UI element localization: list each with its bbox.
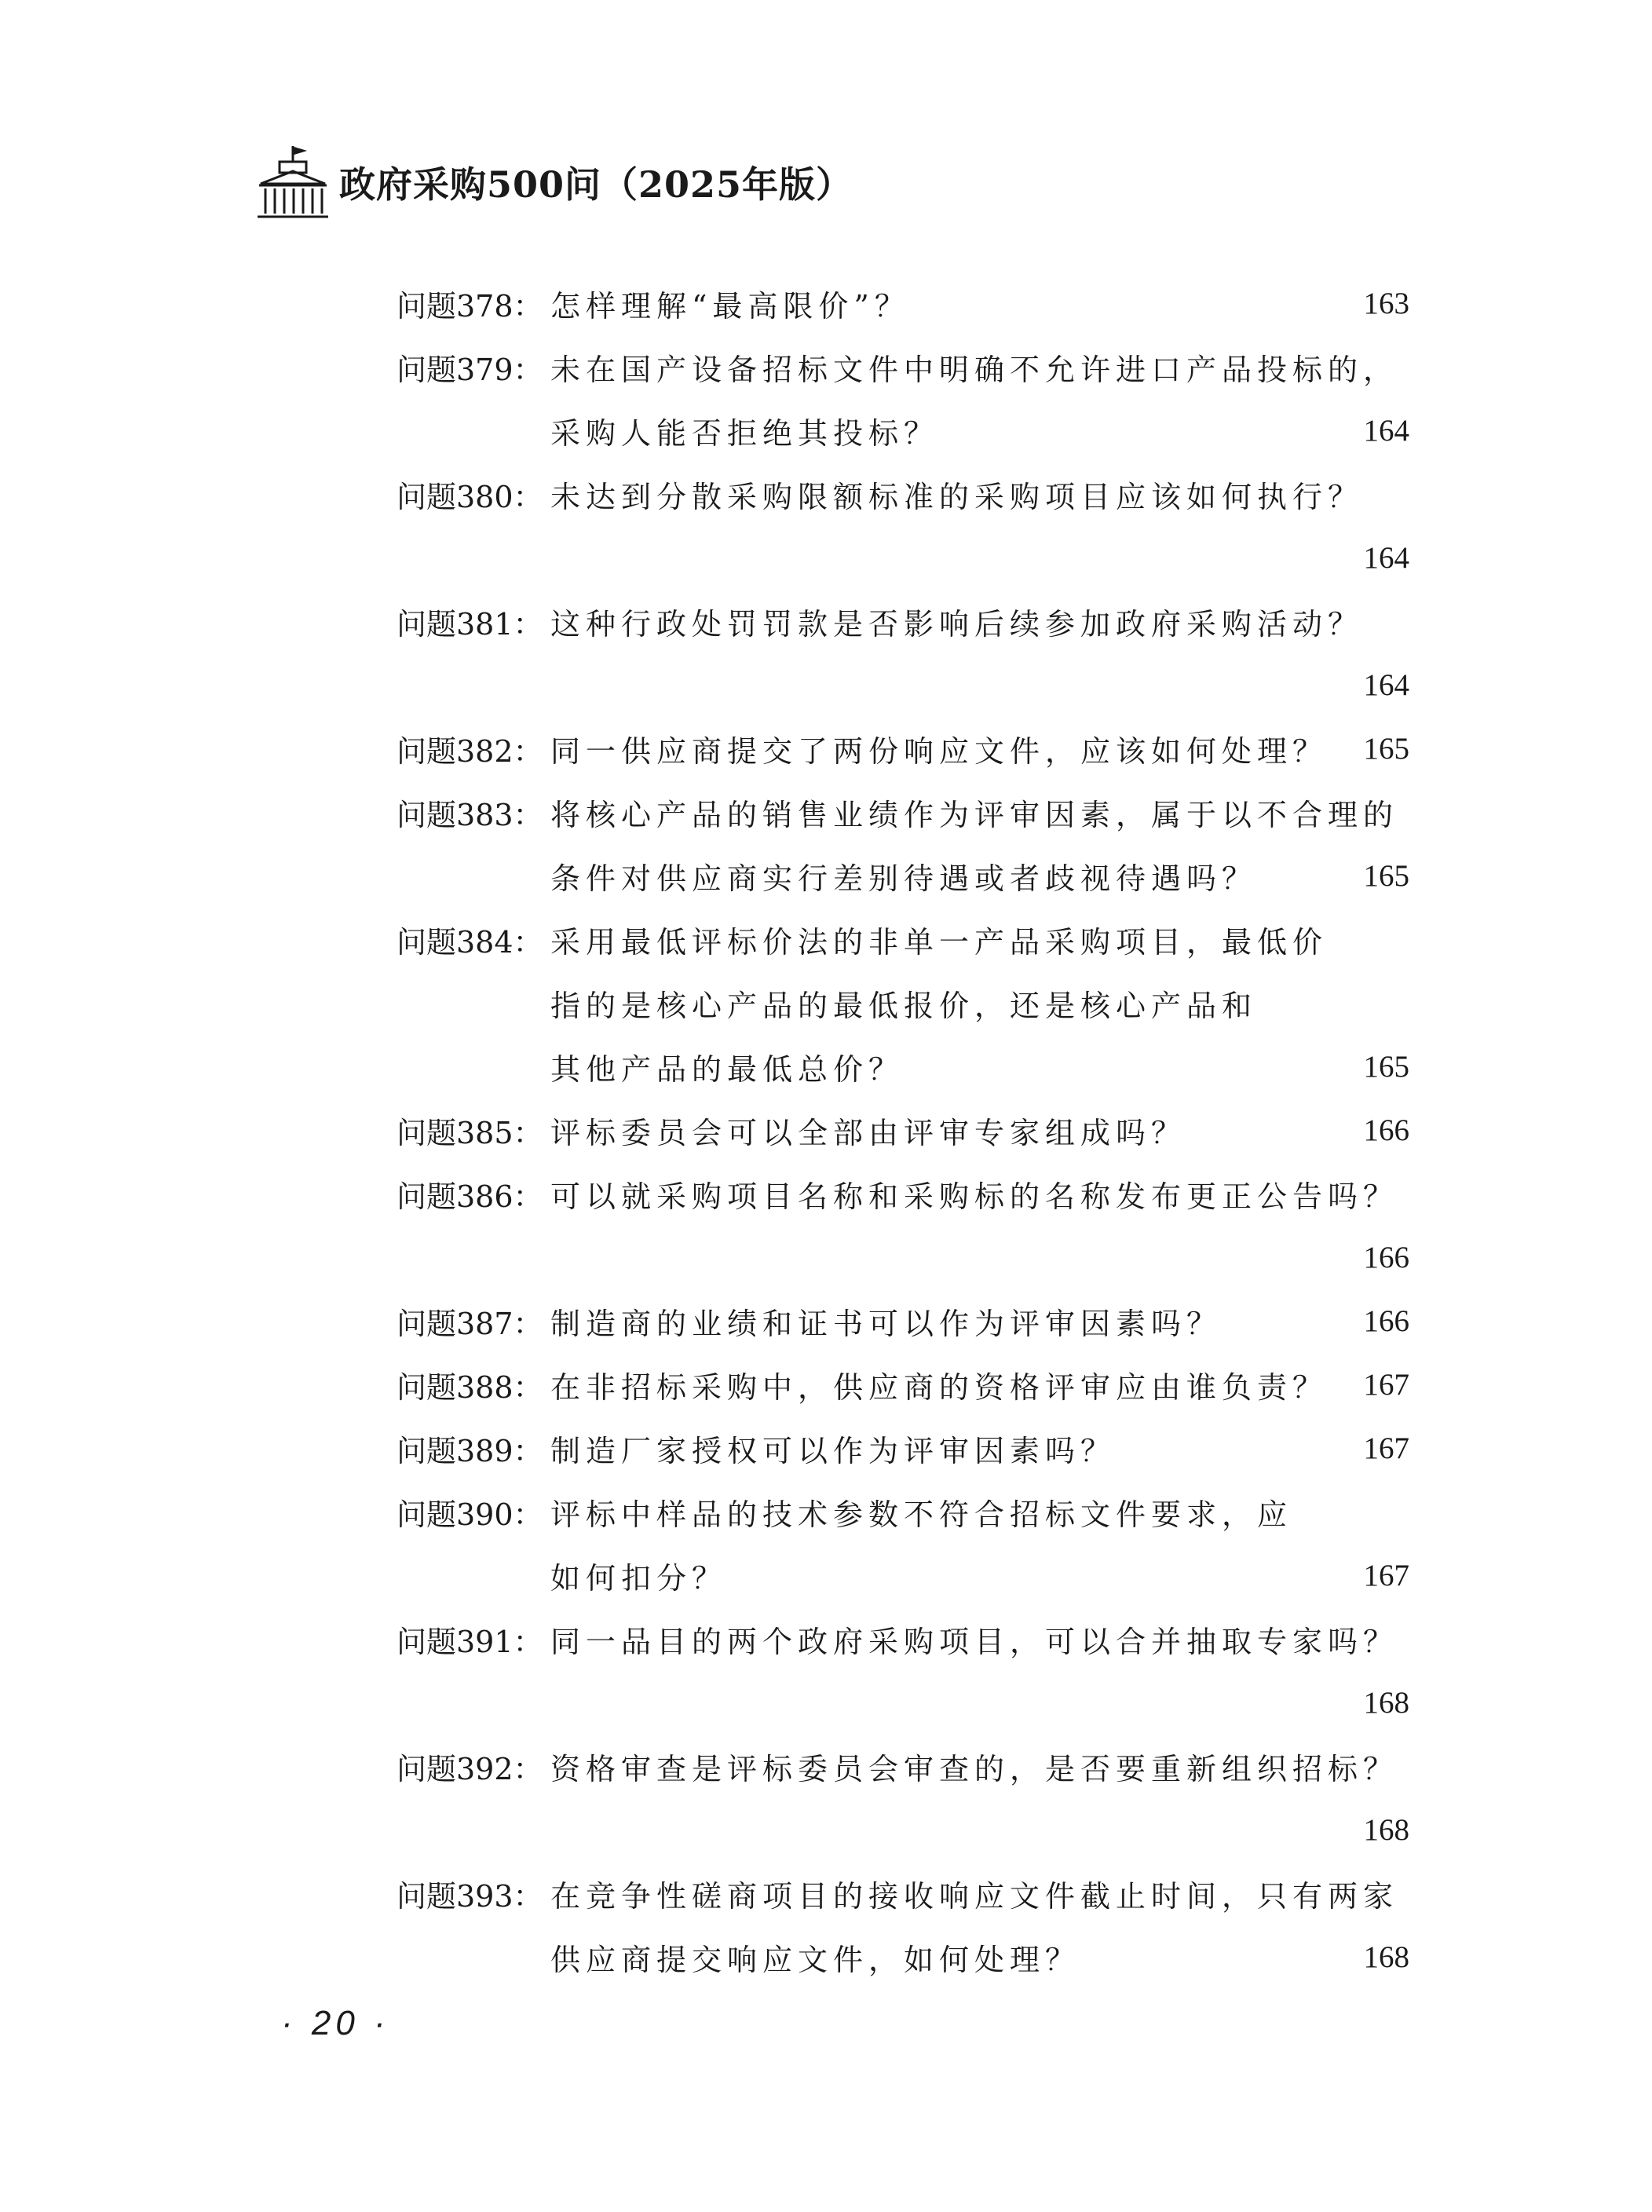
dot-leader [1234, 1307, 1343, 1336]
question-text: 条件对供应商实行差别待遇或者歧视待遇吗？ [550, 861, 1258, 896]
question-number: 问题393： [397, 1879, 543, 1914]
dot-leader [550, 543, 1343, 573]
toc-entry-continuation [397, 1226, 1409, 1289]
toc-entry-line [397, 1162, 1409, 1226]
toc-entry-line [397, 1417, 1409, 1480]
question-text: 其他产品的最低总价？ [550, 1052, 905, 1087]
toc-entry[interactable] [397, 1607, 1409, 1735]
question-number: 问题391： [397, 1625, 543, 1659]
toc-entry[interactable] [397, 463, 1409, 590]
toc-entry-line [397, 463, 1409, 526]
page-reference: 167 [1363, 1368, 1409, 1402]
question-number: 问题388： [397, 1370, 543, 1405]
toc-entry[interactable] [397, 272, 1409, 335]
question-number: 问题378： [397, 289, 543, 324]
toc-entry-line [397, 1353, 1409, 1417]
question-text: 在竞争性磋商项目的接收响应文件截止时间，只有两家 [550, 1879, 1399, 1914]
question-number: 问题383： [397, 798, 543, 832]
dot-leader [1128, 1434, 1343, 1464]
page-reference: 168 [1363, 1686, 1409, 1720]
toc-entry[interactable] [397, 1289, 1409, 1353]
running-header [256, 135, 853, 229]
toc-entry-line [397, 908, 1409, 971]
page-reference: 166 [1363, 1113, 1409, 1147]
dot-leader [1093, 1943, 1343, 1973]
question-text: 采用最低评标价法的非单一产品采购项目，最低价 [550, 925, 1329, 960]
dot-leader [550, 1688, 1343, 1718]
toc-entry-line [397, 1099, 1409, 1162]
toc-entry[interactable] [397, 1162, 1409, 1289]
question-number: 问题381： [397, 607, 543, 642]
question-text: 资格审查是评标委员会审查的，是否要重新组织招标？ [550, 1752, 1399, 1786]
page-reference: 164 [1363, 668, 1409, 702]
question-text: 指的是核心产品的最低报价，还是核心产品和 [550, 989, 1258, 1023]
toc-entry-continuation [397, 1035, 1409, 1099]
question-text: 如何扣分？ [550, 1561, 728, 1596]
toc-entry[interactable] [397, 335, 1409, 463]
page-reference: 167 [1363, 1559, 1409, 1592]
page-reference: 166 [1363, 1241, 1409, 1274]
dot-leader [1270, 861, 1343, 891]
question-number: 问题385： [397, 1116, 543, 1150]
dot-leader [550, 671, 1343, 700]
dot-leader [740, 1561, 1343, 1591]
toc-entry-continuation [397, 1671, 1409, 1735]
toc-entry-line [397, 1607, 1409, 1671]
question-text: 评标委员会可以全部由评审专家组成吗？ [550, 1116, 1187, 1150]
dot-leader [1340, 1370, 1343, 1400]
page-reference: 166 [1363, 1304, 1409, 1338]
toc-entry-line [397, 781, 1409, 844]
question-number: 问题392： [397, 1752, 543, 1786]
question-text: 在非招标采购中，供应商的资格评审应由谁负责？ [550, 1370, 1329, 1405]
toc-entry-continuation [397, 971, 1409, 1035]
question-text: 可以就采购项目名称和采购标的名称发布更正公告吗？ [550, 1179, 1399, 1214]
question-text: 未在国产设备招标文件中明确不允许进口产品投标的， [550, 353, 1399, 387]
page-reference: 165 [1363, 1050, 1409, 1084]
page-number: · 20 · [281, 2004, 390, 2042]
toc-entry-line [397, 1289, 1409, 1353]
toc-entry[interactable] [397, 1480, 1409, 1607]
question-number: 问题390： [397, 1497, 543, 1532]
book-title: 政府采购500问（2025年版） [339, 163, 853, 206]
question-text: 评标中样品的技术参数不符合招标文件要求，应 [550, 1497, 1293, 1532]
toc-entry-continuation [397, 653, 1409, 717]
page-reference: 164 [1363, 414, 1409, 448]
question-number: 问题387： [397, 1307, 543, 1341]
question-text: 采购人能否拒绝其投标？ [550, 416, 940, 451]
toc-entry-line [397, 335, 1409, 399]
toc-entry[interactable] [397, 1099, 1409, 1162]
page-reference: 168 [1363, 1813, 1409, 1847]
toc-entry-line [397, 590, 1409, 653]
question-text: 同一供应商提交了两份响应文件，应该如何处理？ [550, 734, 1329, 769]
government-building-icon [256, 143, 330, 221]
toc-entry[interactable] [397, 590, 1409, 717]
page-reference: 168 [1363, 1940, 1409, 1974]
table-of-contents [397, 272, 1409, 1989]
toc-entry-line [397, 717, 1409, 781]
toc-entry-continuation [397, 399, 1409, 463]
question-text: 这种行政处罚罚款是否影响后续参加政府采购活动？ [550, 607, 1364, 642]
question-number: 问题380： [397, 480, 543, 514]
question-number: 问题382： [397, 734, 543, 769]
page-reference: 165 [1363, 859, 1409, 893]
question-number: 问题389： [397, 1434, 543, 1468]
toc-entry[interactable] [397, 908, 1409, 1099]
toc-entry-line [397, 272, 1409, 335]
page-reference: 167 [1363, 1431, 1409, 1465]
question-text: 将核心产品的销售业绩作为评审因素，属于以不合理的 [550, 798, 1399, 832]
dot-leader [1199, 1116, 1343, 1146]
question-text: 同一品目的两个政府采购项目，可以合并抽取专家吗？ [550, 1625, 1399, 1659]
toc-entry-continuation [397, 526, 1409, 590]
page-reference: 165 [1363, 732, 1409, 766]
dot-leader [550, 1243, 1343, 1273]
dot-leader [550, 1815, 1343, 1845]
page-reference: 164 [1363, 541, 1409, 575]
toc-entry-line [397, 1480, 1409, 1544]
question-text: 制造厂家授权可以作为评审因素吗？ [550, 1434, 1117, 1468]
toc-entry-continuation [397, 1925, 1409, 1989]
dot-leader [952, 416, 1343, 446]
dot-leader [1340, 734, 1343, 764]
toc-entry-continuation [397, 1798, 1409, 1862]
toc-entry-line [397, 1862, 1409, 1925]
toc-entry[interactable] [397, 781, 1409, 908]
toc-entry[interactable] [397, 1862, 1409, 1989]
question-text: 供应商提交响应文件，如何处理？ [550, 1943, 1081, 1977]
question-text: 未达到分散采购限额标准的采购项目应该如何执行？ [550, 480, 1364, 514]
question-number: 问题379： [397, 353, 543, 387]
toc-entry-continuation [397, 844, 1409, 908]
question-text: 制造商的业绩和证书可以作为评审因素吗？ [550, 1307, 1223, 1341]
toc-entry-line [397, 1735, 1409, 1798]
dot-leader [916, 1052, 1343, 1082]
toc-entry[interactable] [397, 717, 1409, 781]
toc-entry[interactable] [397, 1417, 1409, 1480]
toc-entry-continuation [397, 1544, 1409, 1607]
question-number: 问题384： [397, 925, 543, 960]
question-number: 问题386： [397, 1179, 543, 1214]
toc-entry[interactable] [397, 1735, 1409, 1862]
question-text: 怎样理解“最高限价”？ [550, 289, 910, 324]
page-reference: 163 [1363, 287, 1409, 320]
toc-entry[interactable] [397, 1353, 1409, 1417]
dot-leader [923, 289, 1343, 319]
